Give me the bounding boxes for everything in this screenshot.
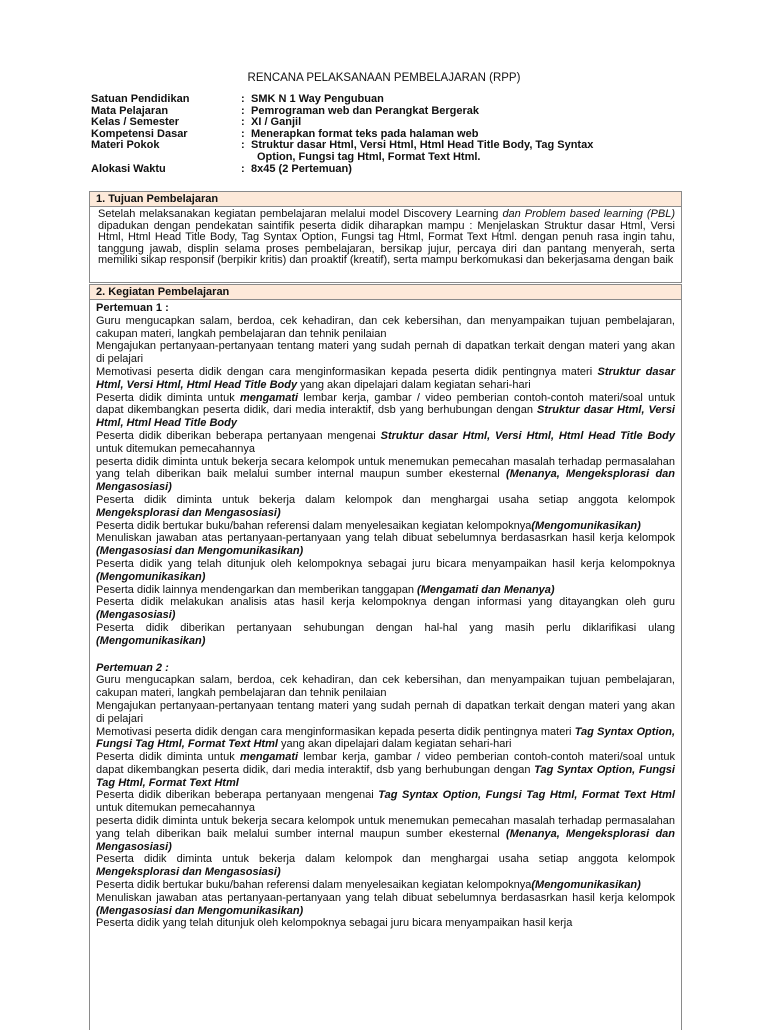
keyword-emphasis: Mengeksplorasi dan Mengasosiasi) (96, 866, 281, 879)
meta-label: Mata Pelajaran (91, 104, 169, 117)
meta-colon: : (241, 93, 245, 105)
keyword-emphasis: mengamati (239, 391, 299, 404)
activity-line: Peserta didik bertukar buku/bahan referensi dalam menyelesaikan kegiatan kelompoknya(Mengomunikasikan) (96, 519, 641, 532)
keyword-emphasis: (Mengomunikasikan) (96, 634, 206, 647)
keyword-emphasis: (Mengomunikasikan) (96, 570, 206, 583)
keyword-emphasis: (Menanya, Mengeksplorasi dan Mengasosiasi) (96, 468, 676, 494)
keyword-emphasis: (Mengasosiasi dan Mengomunikasikan) (96, 545, 304, 558)
keyword-emphasis: (Mengasosiasi dan Mengomunikasikan) (96, 904, 304, 917)
section-body (90, 207, 681, 267)
activity-line: peserta didik diminta untuk bekerja secara kelompok untuk menemukan pemecahan masalah terhadap permasalahan yang telah diberikan baik melalui sumber internal maupun sumber ekesternal (Menanya, Mengeksplorasi dan Mengasosiasi) (96, 815, 676, 853)
activity-line: Peserta didik diberikan beberapa pertanyaan mengenai Struktur dasar Html, Versi Html, Html Head Title Body untuk ditemukan pemecahannya (96, 429, 675, 455)
meta-value-continuation: Option, Fungsi tag Html, Format Text Html. (257, 150, 481, 163)
keyword-emphasis: mengamati (239, 751, 299, 764)
meta-value: Pemrograman web dan Perangkat Bergerak (251, 104, 480, 117)
keyword-emphasis: Mengeksplorasi dan Mengasosiasi) (96, 506, 281, 519)
meta-value: SMK N 1 Way Pengubuan (251, 93, 384, 105)
activity-line: Peserta didik diminta untuk mengamati lembar kerja, gambar / video pemberian contoh-contoh materi/soal untuk dapat dikembangkan peserta didik, dari media interaktif, dsb yang berhubungan dengan Struktur dasar Html, Versi Html, Html Head Title Body (96, 391, 675, 430)
activity-line: Menuliskan jawaban atas pertanyaan-pertanyaan yang telah dibuat sebelumnya berdasasrkan hasil kerja kelompok (Mengasosiasi dan Mengomunikasikan) (96, 532, 675, 558)
activity-line: Peserta didik diberikan pertanyaan sehubungan dengan hal-hal yang masih perlu diklarifikasi ulang (Mengomunikasikan) (96, 621, 675, 647)
keyword-emphasis: (Mengomunikasikan) (531, 879, 641, 892)
meta-label: Materi Pokok (91, 139, 160, 152)
activity-line: Peserta didik yang telah ditunjuk oleh kelompoknya sebagai juru bicara menyampaikan hasil kerja (96, 917, 573, 930)
topic-emphasis: Struktur dasar Html, Versi Html, Html Head Title Body (96, 404, 675, 430)
section-body (90, 300, 681, 930)
activity-line: Peserta didik yang telah ditunjuk oleh kelompoknya sebagai juru bicara menyampaikan hasil kerja kelompoknya (Mengomunikasikan) (96, 557, 675, 583)
activity-line: Guru mengucapkan salam, berdoa, cek kehadiran, dan cek kebersihan, dan menyampaikan tujuan pembelajaran, cakupan materi, langkah pembelajaran dan tehnik penilaian (96, 314, 675, 340)
activity-line: Peserta didik diberikan beberapa pertanyaan mengenai Tag Syntax Option, Fungsi Tag Html, Format Text Html untuk ditemukan pemecahannya (96, 789, 675, 815)
topic-emphasis: Struktur dasar Html, Versi Html, Html Head Title Body (380, 429, 675, 442)
keyword-emphasis: (Menanya, Mengeksplorasi dan Mengasosiasi) (96, 827, 676, 853)
activity-line: Peserta didik diminta untuk mengamati lembar kerja, gambar / video pemberian contoh-contoh materi/soal untuk dapat dikembangkan peserta didik, dari media interaktif, dsb yang berhubungan dengan Tag Syntax Option, Fungsi Tag Html, Format Text Html (96, 751, 675, 789)
meta-colon: : (241, 104, 245, 117)
meta-row-materi (91, 140, 671, 163)
section-heading: 1. Tujuan Pembelajaran (90, 192, 681, 207)
document-title: RENCANA PELAKSANAAN PEMBELAJARAN (RPP) (247, 72, 521, 84)
meta-row-alokasi (91, 164, 671, 176)
activity-line: Peserta didik bertukar buku/bahan referensi dalam menyelesaikan kegiatan kelompoknya(Mengomunikasikan) (96, 879, 641, 892)
activity-line: Guru mengucapkan salam, berdoa, cek kehadiran, dan cek kebersihan, dan menyampaikan tujuan pembelajaran, cakupan materi, langkah pembelajaran dan tehnik penilaian (96, 674, 675, 700)
meta-value: XI / Ganjil (251, 116, 302, 129)
tujuan-paragraph: Setelah melaksanakan kegiatan pembelajaran melalui model Discovery Learning dan Problem based learning (PBL) dipadukan dengan pendekatan saintifik peserta didik diharapkan mampu : Menjelaskan Struktur dasar Html, Versi Html, Html Head Title Body, Tag Syntax Option, Fungsi tag Html, Format Text Html. dengan penuh rasa ingin tahu, tanggung jawab, displin selama proses pembelajaran, bersikap jujur, percaya diri dan pantang menyerah, serta memiliki sikap responsif (berpikir kritis) dan proaktif (kreatif), serta mampu berkomukasi dan bekerjasama dengan baik (98, 208, 675, 267)
meta-colon: : (241, 162, 245, 175)
keyword-emphasis: (Mengomunikasikan) (531, 519, 641, 532)
meta-value (251, 140, 671, 163)
activity-line: Peserta didik diminta untuk bekerja dalam kelompok dan menghargai usaha setiap anggota kelompok Mengeksplorasi dan Mengasosiasi) (96, 853, 675, 879)
identity-block (91, 94, 671, 175)
meta-colon: : (241, 127, 245, 140)
meta-row-satuan (91, 94, 671, 106)
keyword-emphasis: (Mengasosiasi) (96, 609, 176, 622)
meeting-spacer (96, 648, 675, 662)
meta-value: 8x45 (2 Pertemuan) (251, 162, 352, 175)
meeting-heading-2: Pertemuan 2 : (96, 661, 169, 674)
activity-line: Menuliskan jawaban atas pertanyaan-pertanyaan yang telah dibuat sebelumnya berdasasrkan hasil kerja kelompok (Mengasosiasi dan Mengomunikasikan) (96, 891, 675, 917)
activity-line: Mengajukan pertanyaan-pertanyaan tentang materi yang sudah pernah di dapatkan terkait dengan materi yang akan di pelajari (96, 340, 675, 366)
topic-emphasis: Tag Syntax Option, Fungsi Tag Html, Format Text Html (96, 763, 675, 789)
meta-value: Menerapkan format teks pada halaman web (251, 127, 479, 140)
activity-line: Peserta didik diminta untuk bekerja dalam kelompok dan menghargai usaha setiap anggota kelompok Mengeksplorasi dan Mengasosiasi) (96, 493, 675, 519)
activity-line: Memotivasi peserta didik dengan cara menginformasikan kepada peserta didik pentingnya materi Tag Syntax Option, Fungsi Tag Html, Format Text Html yang akan dipelajari dalam kegiatan sehari-hari (96, 725, 675, 751)
activity-line: Peserta didik melakukan analisis atas hasil kerja kelompoknya dengan informasi yang ditayangkan oleh guru (Mengasosiasi) (96, 596, 675, 622)
activity-line: peserta didik diminta untuk bekerja secara kelompok untuk menemukan pemecahan masalah terhadap permasalahan yang telah diberikan baik melalui sumber internal maupun sumber ekesternal (Menanya, Mengeksplorasi dan Mengasosiasi) (96, 455, 676, 494)
topic-emphasis: Struktur dasar Html, Versi Html, Html Head Title Body (96, 365, 675, 391)
topic-emphasis: Tag Syntax Option, Fungsi Tag Html, Format Text Html (378, 789, 675, 802)
section-heading: 2. Kegiatan Pembelajaran (90, 285, 681, 300)
keyword-emphasis: (Mengamati dan Menanya) (417, 583, 555, 596)
activity-line: Mengajukan pertanyaan-pertanyaan tentang materi yang sudah pernah di dapatkan terkait dengan materi yang akan di pelajari (96, 699, 675, 725)
meta-value-line: Struktur dasar Html, Versi Html, Html Head Title Body, Tag Syntax (251, 139, 594, 152)
meeting-heading-1: Pertemuan 1 : (96, 302, 169, 314)
section-kegiatan (89, 284, 682, 1030)
activity-line: Memotivasi peserta didik dengan cara menginformasikan kepada peserta didik pentingnya materi Struktur dasar Html, Versi Html, Html Head Title Body yang akan dipelajari dalam kegiatan sehari-hari (96, 365, 675, 391)
topic-emphasis: Tag Syntax Option, Fungsi Tag Html, Format Text Html (96, 725, 675, 751)
meta-colon: : (241, 116, 245, 129)
meta-colon: : (241, 139, 245, 152)
meta-label: Kelas / Semester (91, 116, 180, 129)
activity-line: Peserta didik lainnya mendengarkan dan memberikan tanggapan (Mengamati dan Menanya) (96, 583, 555, 596)
meta-label: Alokasi Waktu (91, 162, 166, 175)
meta-label: Satuan Pendidikan (91, 93, 190, 105)
section-tujuan (89, 191, 682, 283)
model-italic: dan Problem based learning (PBL) (502, 208, 675, 220)
meta-label: Kompetensi Dasar (91, 127, 188, 140)
